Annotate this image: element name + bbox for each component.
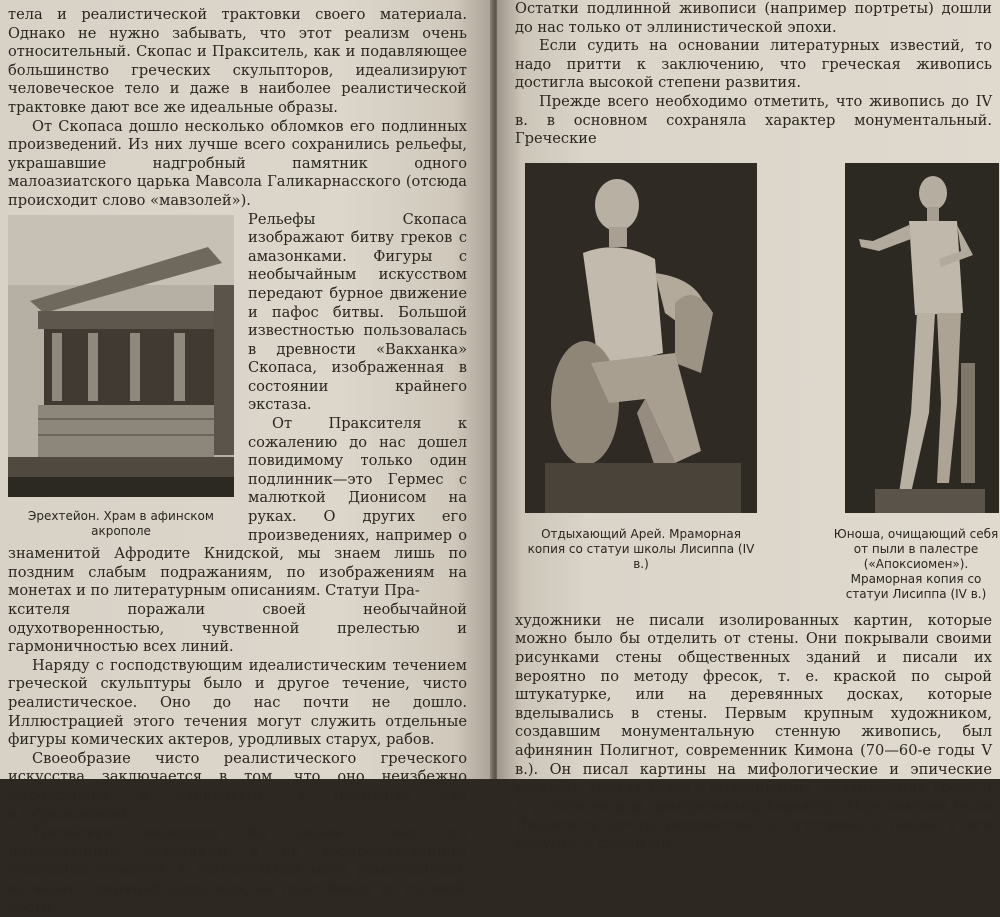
erechtheion-figure <box>8 215 234 539</box>
erechtheion-photo-drawing <box>8 215 234 497</box>
apoxyomenos-figure <box>833 163 999 602</box>
paragraph: ксителя поражали своей необычайной одухотворенностью, чувственной прелестью и гармоничностью всех линий. <box>8 601 467 656</box>
ares-caption: Отдыхающий Арей. Мраморная копия со статуи школы Лисиппа (IV в.) <box>527 526 755 571</box>
paragraph: тела и реалистической трактовки своего материала. Однако не нужно забывать, что этот реализм очень относительный. Скопас и Пракситель, как и подавляющее большинство греческих скульпторов, идеализируют человеческое тело и даже в наиболее реалистической трактовке дают все же идеальные образы. <box>8 6 467 116</box>
ares-figure <box>525 163 757 602</box>
paragraph: От Скопаса дошло несколько обломков его подлинных произведений. Из них лучше всего сохранились рельефы, украшавшие надгробный памятник одного малоазиатского царька Мавсола Галикарнасского (отсюда происходит слово «мавзолей»). <box>8 117 467 209</box>
paragraph: художники не писали изолированных картин, которые можно было бы отделить от стены. Они покрывали своими рисунками стены общественных зданий и писали их вероятно по методу фресок, т. е. краской по сырой штукатурке, или на деревянных досках, которые вделывались в стены. Первым крупным художником, создавшим монументальную стенную живопись, был афинянин Полигнот, современник Кимона (70—60-е годы V в.). Он писал картины на мифологические и эпические сюжеты: «Битва Тезея с амазонками», «Разрушение Трои» и т. д. Они носили декоративный характер. Перспектива была Полигноту почти неизвестна, отсутствовала также в его рисунке и светотень. <box>515 611 992 852</box>
right-book-page <box>497 0 1000 852</box>
paragraph: Остатки подлинной живописи (например портреты) дошли до нас только от эллинистической эпохи. <box>515 0 992 36</box>
sculpture-figures <box>525 163 999 602</box>
apoxyomenos-photo <box>845 163 999 513</box>
paragraph: Наряду с господствующим идеалистическим течением греческой скульптуры было и другое течение, чисто реалистическое. Оно до нас почти не дошло. Иллюстрацией этого течения могут служить отдельные фигуры комических актеров, уродливых старух, рабов. <box>8 656 467 749</box>
paragraph: Греческую живопись мы знаем только по литературным описаниям и по воспроизведениям отдельных сюжетов, в значительной мере ремесленным, на вазах, глиняных дощечках, на пластинках из словной кости <box>8 824 467 916</box>
left-book-page <box>0 0 493 916</box>
paragraph: Своеобразие чисто реалистического греческого искусства заключается в том, что оно неизбежно вырождалось в карикатуру, в насмешку над изображаемым. <box>8 749 467 823</box>
paragraph: От Праксителя к сожалению до нас дошел повидимому только один подлинник—это Гермес с малюткой Дионисом на руках. О других его произведениях, например о знаменитой Афродите Книдской, мы знаем лишь по поздним слабым подражаниям, по изображениям на монетах и по литературным описаниям. Статуи Пра- <box>8 415 467 600</box>
apoxyomenos-photo-drawing <box>845 163 999 513</box>
erechtheion-photo <box>8 215 234 497</box>
erechtheion-caption: Эрехтейон. Храм в афинском акрополе <box>28 508 214 538</box>
paragraph: Рельефы Скопаса изображают битву греков с амазонками. Фигуры с необычайным искусством передают бурное движение и пафос битвы. Большой известностью пользовалась в древности «Вакханка» Скопаса, изображенная в состоянии крайнего экстаза. <box>248 210 467 414</box>
apoxyomenos-caption: Юноша, очищающий себя от пыли в палестре («Апоксиомен»). Мраморная копия со статуи Лисиппа (IV в.) <box>833 526 999 601</box>
paragraph: Если судить на основании литературных известий, то надо притти к заключению, что греческая живопись достигла высокой степени развития. <box>515 37 992 92</box>
ares-photo-drawing <box>525 163 757 513</box>
paragraph: Прежде всего необходимо отметить, что живопись до IV в. в основном сохраняла характер монументальный. Греческие <box>515 92 992 148</box>
ares-photo <box>525 163 757 513</box>
